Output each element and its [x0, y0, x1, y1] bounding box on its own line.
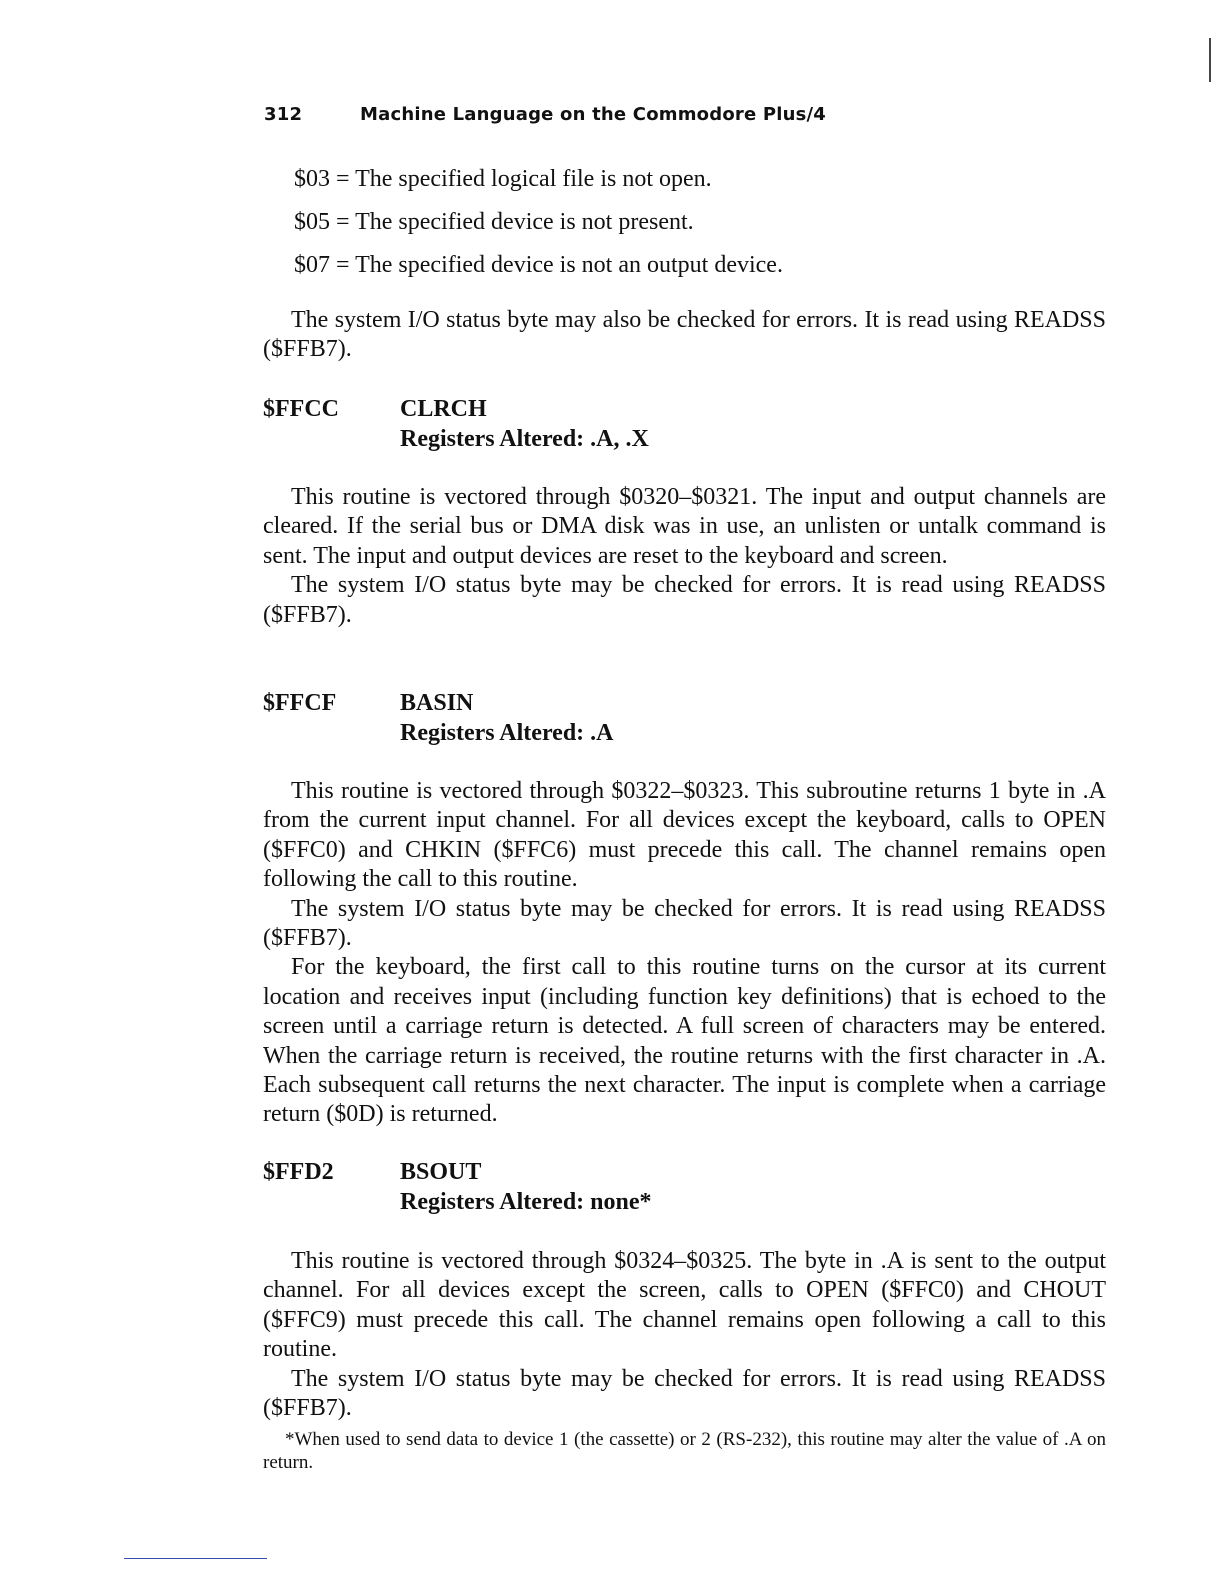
footnote: *When used to send data to device 1 (the cassette) or 2 (RS-232), this routine may alter the value of .A on return.	[263, 1429, 1106, 1473]
entry-paragraph: For the keyboard, the first call to this routine turns on the cursor at its current location and receives input (including function key definitions) that is echoed to the screen until a carriage return is detected. A full screen of characters may be entered. When the carriage return is received, the routine returns with the first character in .A. Each subsequent call returns the next character. The input is complete when a carriage return ($0D) is returned.	[263, 954, 1106, 1128]
entry-name: BASIN	[400, 690, 474, 716]
error-code-item: $03 = The specified logical file is not open.	[294, 166, 712, 192]
entry-paragraph: The system I/O status byte may be checked for errors. It is read using READSS ($FFB7).	[263, 1365, 1106, 1422]
scan-edge-line	[124, 1558, 267, 1559]
error-description: The specified logical file is not open.	[355, 166, 712, 192]
error-code-item: $05 = The specified device is not present.	[294, 209, 694, 235]
error-code: $03	[294, 166, 330, 192]
intro-block	[263, 306, 1106, 365]
entry-name: BSOUT	[400, 1159, 482, 1185]
entry-paragraph: The system I/O status byte may be checked for errors. It is read using READSS ($FFB7).	[263, 895, 1106, 952]
error-code: $05	[294, 209, 330, 235]
book-title: Machine Language on the Commodore Plus/4	[360, 104, 827, 125]
entry-body-clrch	[263, 483, 1106, 630]
entry-registers: Registers Altered: .A, .X	[400, 426, 649, 452]
entry-body-basin	[263, 777, 1106, 1130]
entry-address: $FFCC	[263, 396, 339, 422]
error-code-item: $07 = The specified device is not an output device.	[294, 252, 783, 278]
error-description: The specified device is not present.	[355, 209, 694, 235]
entry-paragraph: This routine is vectored through $0320–$0321. The input and output channels are cleared. If the serial bus or DMA disk was in use, an unlisten or untalk command is sent. The input and output devices are reset to the keyboard and screen.	[263, 484, 1106, 569]
entry-address: $FFD2	[263, 1159, 334, 1185]
page-number: 312	[264, 104, 303, 125]
entry-name: CLRCH	[400, 396, 487, 422]
entry-body-bsout	[263, 1247, 1106, 1423]
running-head	[264, 104, 826, 125]
scan-edge-mark	[1209, 38, 1211, 82]
entry-registers: Registers Altered: .A	[400, 720, 614, 746]
entry-registers: Registers Altered: none*	[400, 1189, 652, 1215]
error-code-list	[294, 158, 783, 287]
entry-address: $FFCF	[263, 690, 337, 716]
error-description: The specified device is not an output device.	[355, 252, 783, 278]
entry-paragraph: This routine is vectored through $0324–$0325. The byte in .A is sent to the output channel. For all devices except the screen, calls to OPEN ($FFC0) and CHOUT ($FFC9) must precede this call. The channel remains open following a call to this routine.	[263, 1248, 1106, 1363]
intro-paragraph: The system I/O status byte may also be checked for errors. It is read using READSS ($FFB7).	[263, 307, 1106, 363]
entry-paragraph: This routine is vectored through $0322–$0323. This subroutine returns 1 byte in .A from the current input channel. For all devices except the keyboard, calls to OPEN ($FFC0) and CHKIN ($FFC6) must precede this call. The channel remains open following the call to this routine.	[263, 778, 1106, 893]
entry-paragraph: The system I/O status byte may be checked for errors. It is read using READSS ($FFB7).	[263, 572, 1106, 628]
error-code: $07	[294, 252, 330, 278]
